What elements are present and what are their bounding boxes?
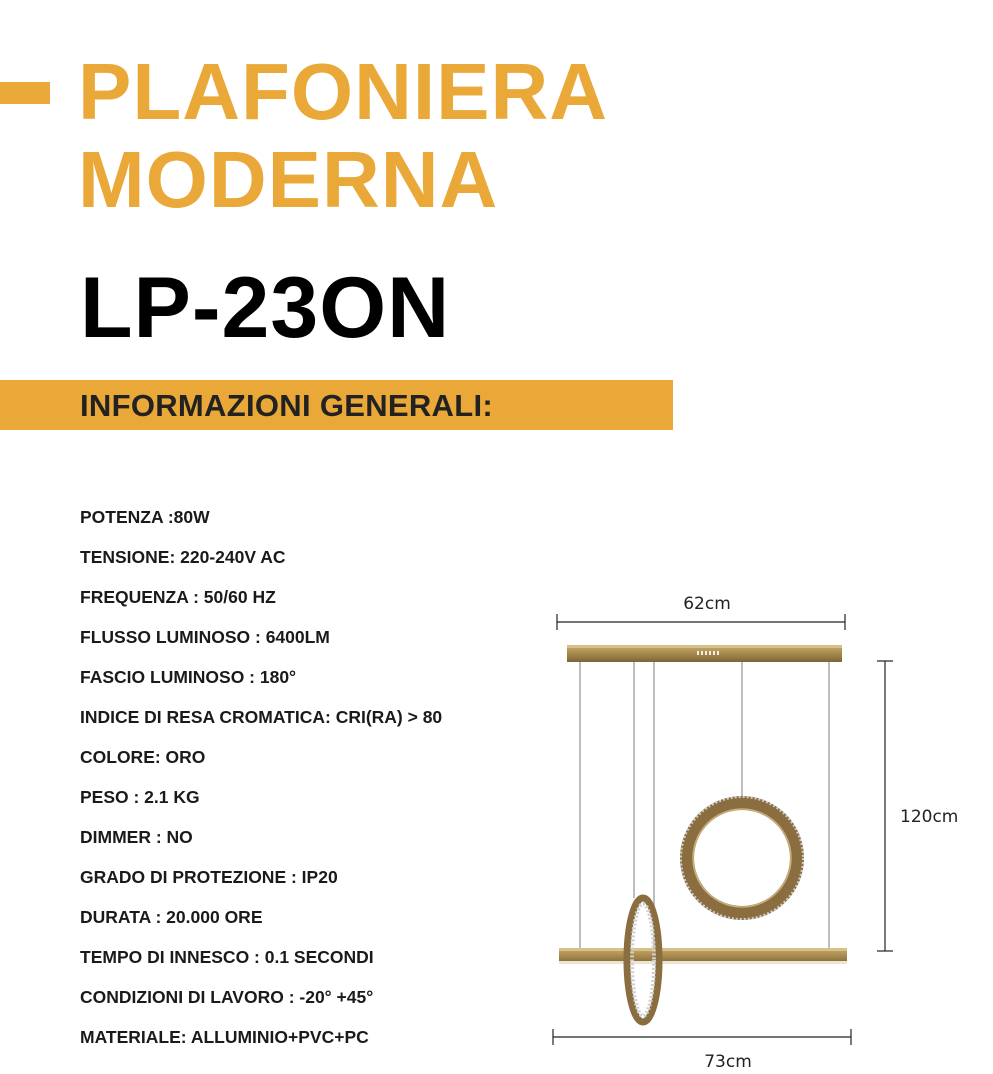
spec-item: FREQUENZA : 50/60 HZ	[80, 587, 276, 607]
spec-item: POTENZA :80W	[80, 507, 210, 527]
spec-item: MATERIALE: ALLUMINIO+PVC+PC	[80, 1027, 369, 1047]
spec-item: DIMMER : NO	[80, 827, 193, 847]
top-width-label: 62cm	[683, 594, 731, 614]
spec-item: COLORE: ORO	[80, 747, 206, 767]
height-label: 120cm	[900, 807, 959, 827]
height-dimension	[877, 661, 958, 951]
spec-list	[80, 505, 442, 1065]
model-code: LP-23ON	[80, 260, 451, 356]
spec-item: DURATA : 20.000 ORE	[80, 907, 263, 927]
ceiling-canopy	[567, 645, 842, 662]
large-ring	[681, 797, 803, 919]
accent-dash	[0, 82, 50, 104]
title-line-1: PLAFONIERA	[78, 47, 608, 136]
bottom-width-dimension	[553, 1029, 851, 1072]
title-line-2: MODERNA	[78, 135, 499, 224]
spec-item: PESO : 2.1 KG	[80, 787, 200, 807]
spec-item: TEMPO DI INNESCO : 0.1 SECONDI	[80, 947, 374, 967]
spec-item: GRADO DI PROTEZIONE : IP20	[80, 867, 338, 887]
lower-bar	[559, 948, 847, 964]
top-width-dimension	[557, 594, 845, 630]
spec-item: TENSIONE: 220-240V AC	[80, 547, 286, 567]
lamp-diagram	[540, 585, 980, 1074]
spec-item: FASCIO LUMINOSO : 180°	[80, 667, 297, 687]
spec-item: INDICE DI RESA CROMATICA: CRI(RA) > 80	[80, 707, 443, 727]
section-title: INFORMAZIONI GENERALI:	[80, 388, 494, 423]
spec-item: CONDIZIONI DI LAVORO : -20° +45°	[80, 987, 374, 1007]
bottom-width-label: 73cm	[704, 1052, 752, 1072]
spec-item: FLUSSO LUMINOSO : 6400LM	[80, 627, 330, 647]
